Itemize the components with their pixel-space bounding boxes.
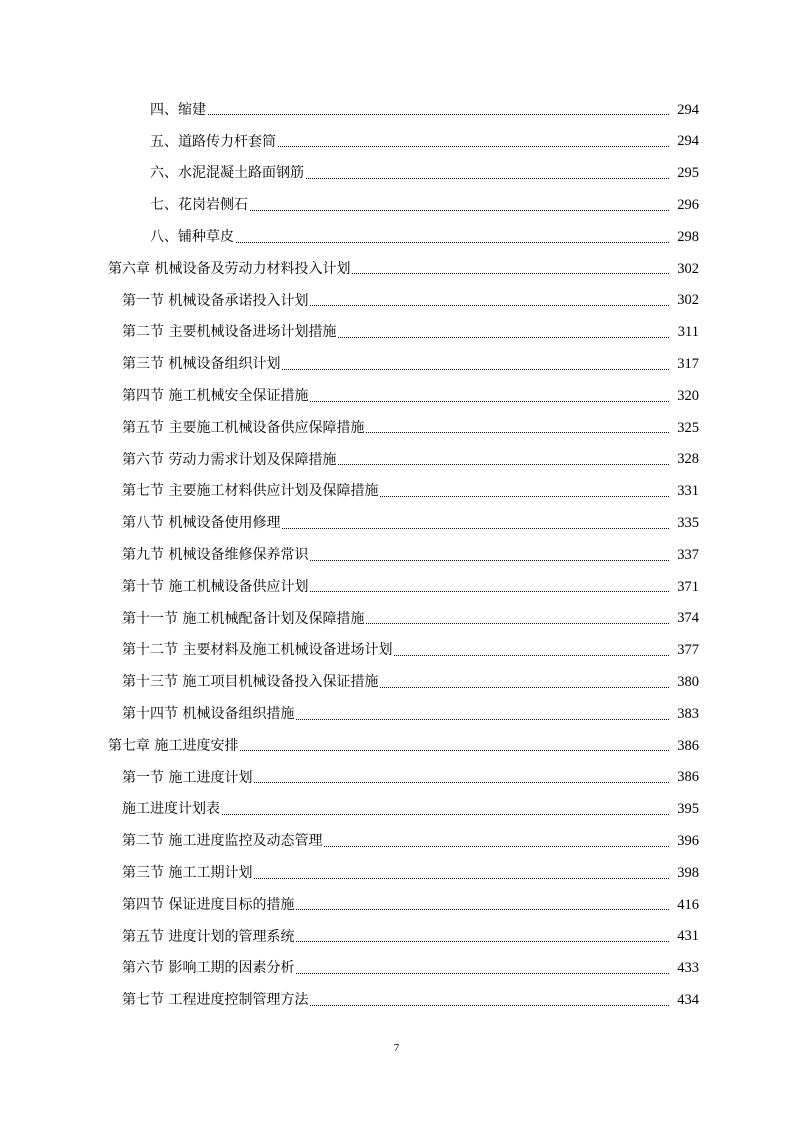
toc-entry-title: 第四节 施工机械安全保证措施: [122, 388, 309, 405]
toc-dot-leader: [208, 114, 669, 115]
toc-entry-page: 335: [677, 515, 699, 531]
toc-dot-leader: [310, 401, 669, 402]
toc-dot-leader: [296, 909, 669, 910]
toc-entry-title: 第十一节 施工机械配备计划及保障措施: [122, 610, 365, 627]
toc-entry[interactable]: [0, 94, 793, 126]
toc-entry-title: 第六节 劳动力需求计划及保障措施: [122, 451, 337, 468]
toc-entry-title: 八、铺种草皮: [150, 229, 234, 246]
toc-entry-title: 第十三节 施工项目机械设备投入保证措施: [122, 674, 379, 691]
toc-entry-title: 第一节 施工进度计划: [122, 769, 253, 786]
toc-entry-title: 第二节 施工进度监控及动态管理: [122, 833, 323, 850]
toc-entry[interactable]: [0, 285, 793, 317]
toc-entry-page: 325: [677, 419, 699, 436]
toc-dot-leader: [296, 973, 669, 974]
toc-entry[interactable]: [0, 253, 793, 285]
toc-dot-leader: [366, 432, 669, 433]
toc-entry-page: 386: [677, 737, 699, 754]
toc-entry-title: 第二节 主要机械设备进场计划措施: [122, 324, 337, 341]
toc-entry-title: 五、道路传力杆套筒: [150, 133, 276, 150]
toc-entry-title: 第三节 施工工期计划: [122, 865, 253, 882]
toc-entry-title: 第一节 机械设备承诺投入计划: [122, 292, 309, 309]
toc-entry[interactable]: [0, 317, 793, 349]
toc-entry-page: 317: [677, 356, 699, 373]
toc-entry-title: 第四节 保证进度目标的措施: [122, 896, 295, 913]
toc-dot-leader: [310, 591, 669, 592]
toc-entry-title: 第七章 施工进度安排: [108, 737, 239, 754]
toc-entry-title: 六、水泥混凝土路面钢筋: [150, 165, 304, 182]
toc-dot-leader: [236, 242, 669, 243]
toc-entry-page: 377: [677, 642, 699, 659]
toc-entry-page: 371: [677, 578, 699, 595]
toc-entry-page: 398: [677, 864, 699, 881]
toc-dot-leader: [250, 210, 669, 211]
toc-entry[interactable]: [0, 921, 793, 953]
toc-entry-title: 第六节 影响工期的因素分析: [122, 960, 295, 977]
toc-entry[interactable]: [0, 666, 793, 698]
toc-entry-page: 374: [677, 610, 699, 627]
toc-entry-page: 296: [677, 197, 699, 214]
toc-dot-leader: [306, 178, 669, 179]
toc-entry[interactable]: [0, 794, 793, 826]
toc-entry[interactable]: [0, 158, 793, 190]
toc-entry[interactable]: [0, 571, 793, 603]
toc-entry-page: 396: [677, 832, 699, 849]
toc-entry[interactable]: [0, 730, 793, 762]
toc-entry-page: 383: [677, 705, 699, 722]
page-number: 7: [393, 1042, 400, 1054]
toc-entry-title: 第五节 进度计划的管理系统: [122, 928, 295, 945]
toc-entry[interactable]: [0, 221, 793, 253]
toc-entry-page: 380: [677, 673, 699, 690]
toc-entry[interactable]: [0, 539, 793, 571]
toc-dot-leader: [278, 146, 669, 147]
toc-entry-title: 第十二节 主要材料及施工机械设备进场计划: [122, 642, 393, 659]
toc-entry[interactable]: [0, 857, 793, 889]
toc-entry-title: 第九节 机械设备维修保养常识: [122, 547, 309, 564]
toc-entry-title: 第八节 机械设备使用修理: [122, 515, 281, 532]
toc-dot-leader: [338, 464, 669, 465]
toc-dot-leader: [254, 782, 669, 783]
toc-dot-leader: [282, 369, 669, 370]
toc-entry-title: 四、缩建: [150, 101, 206, 118]
toc-entry-title: 第六章 机械设备及劳动力材料投入计划: [108, 260, 351, 277]
toc-entry[interactable]: [0, 825, 793, 857]
toc-entry-title: 第十四节 机械设备组织措施: [122, 706, 295, 723]
toc-dot-leader: [254, 878, 669, 879]
toc-dot-leader: [310, 1005, 669, 1006]
toc-entry-page: 311: [677, 324, 699, 341]
toc-dot-leader: [240, 750, 669, 751]
toc-entry-page: 298: [677, 228, 699, 245]
toc-entry-page: 294: [677, 101, 699, 118]
toc-entry-page: 416: [677, 896, 699, 913]
toc-entry-title: 第十节 施工机械设备供应计划: [122, 578, 309, 595]
toc-entry-page: 337: [677, 546, 699, 563]
toc-entry[interactable]: [0, 380, 793, 412]
toc-entry[interactable]: [0, 412, 793, 444]
toc-dot-leader: [380, 687, 669, 688]
toc-entry-page: 302: [677, 260, 699, 277]
toc-entry[interactable]: [0, 635, 793, 667]
toc-dot-leader: [338, 337, 669, 338]
toc-entry[interactable]: [0, 476, 793, 508]
toc-entry[interactable]: [0, 348, 793, 380]
toc-entry-page: 395: [677, 801, 699, 818]
toc-dot-leader: [282, 528, 669, 529]
toc-entry[interactable]: [0, 762, 793, 794]
toc-entry[interactable]: [0, 698, 793, 730]
toc-entry[interactable]: [0, 953, 793, 985]
toc-entry-title: 七、花岗岩侧石: [150, 197, 248, 214]
toc-dot-leader: [296, 941, 669, 942]
toc-dot-leader: [394, 655, 669, 656]
toc-dot-leader: [310, 560, 669, 561]
toc-entry-title: 第七节 主要施工材料供应计划及保障措施: [122, 483, 379, 500]
toc-entry-page: 320: [677, 387, 699, 404]
toc-entry-page: 386: [677, 769, 699, 786]
toc-entry-page: 434: [677, 991, 699, 1008]
toc-entry-page: 294: [677, 133, 699, 150]
toc-entry-title: 第五节 主要施工机械设备供应保障措施: [122, 419, 365, 436]
toc-entry[interactable]: [0, 126, 793, 158]
toc-entry-page: 331: [677, 483, 699, 500]
toc-dot-leader: [380, 496, 669, 497]
table-of-contents: [0, 94, 793, 1016]
toc-entry[interactable]: [0, 189, 793, 221]
toc-entry[interactable]: [0, 889, 793, 921]
toc-entry-page: 302: [677, 292, 699, 309]
toc-dot-leader: [310, 305, 669, 306]
toc-dot-leader: [366, 623, 669, 624]
toc-entry-page: 431: [677, 928, 699, 945]
toc-entry-title: 第三节 机械设备组织计划: [122, 356, 281, 373]
toc-dot-leader: [352, 273, 669, 274]
toc-entry[interactable]: [0, 444, 793, 476]
toc-entry-page: 328: [677, 451, 699, 468]
toc-entry[interactable]: [0, 507, 793, 539]
toc-dot-leader: [222, 814, 669, 815]
toc-dot-leader: [324, 846, 669, 847]
toc-entry-title: 施工进度计划表: [122, 801, 220, 818]
toc-entry-title: 第七节 工程进度控制管理方法: [122, 992, 309, 1009]
toc-dot-leader: [296, 719, 669, 720]
toc-entry-page: 433: [677, 960, 699, 977]
toc-entry[interactable]: [0, 603, 793, 635]
toc-entry[interactable]: [0, 984, 793, 1016]
toc-entry-page: 295: [677, 165, 699, 182]
